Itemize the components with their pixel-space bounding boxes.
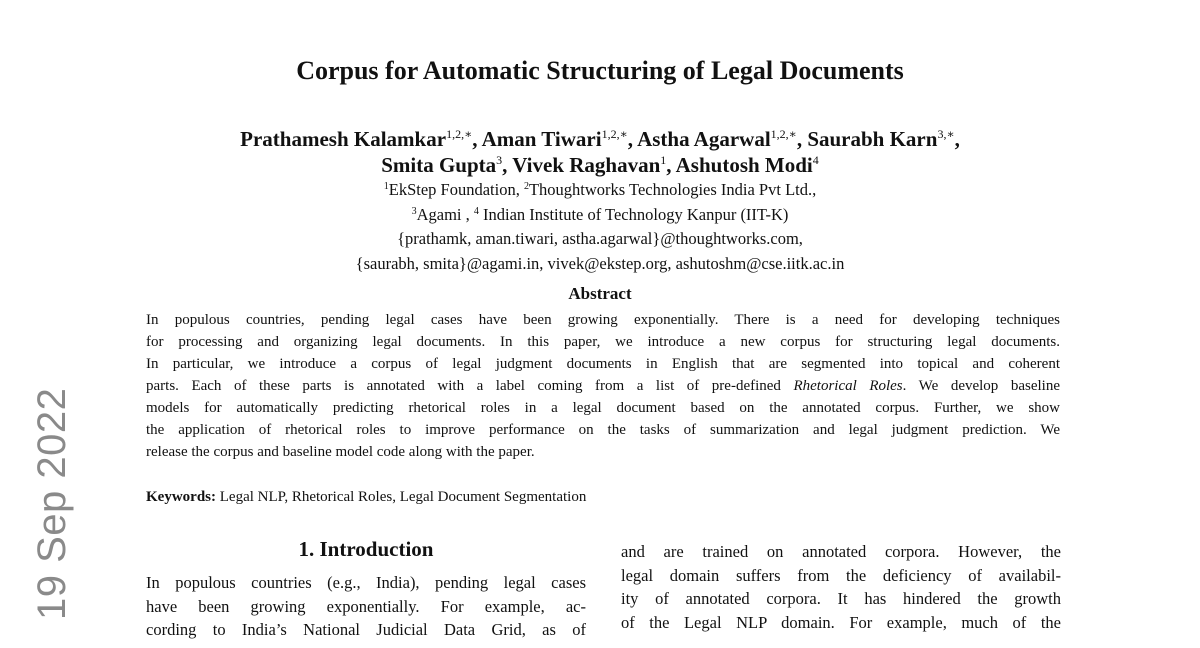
author-separator: , [666, 153, 676, 177]
author-separator: , [472, 127, 482, 151]
author-superscript: 3 [496, 153, 503, 167]
affiliation-text: EkStep Foundation, [388, 180, 524, 199]
right-column-text [621, 540, 1061, 634]
keywords [146, 486, 586, 508]
author-name: Smita Gupta [381, 153, 497, 177]
keywords-text: Legal NLP, Rhetorical Roles, Legal Document Segmentation [216, 489, 587, 505]
affiliation-marker: 3 [411, 205, 417, 217]
abstract-line: the application of rhetorical roles to improve performance on the tasks of summarization and legal judgment prediction. We [146, 422, 1060, 438]
abstract-line: release the corpus and baseline model code along with the paper. [146, 444, 535, 460]
author-line-2 [0, 152, 1200, 178]
author-name: Astha Agarwal [637, 127, 771, 151]
abstract-italic-term: Rhetorical Roles [793, 378, 903, 394]
body-line: ity of annotated corpora. It has hindered the growth [621, 589, 1061, 608]
author-list [0, 126, 1200, 178]
affiliation-line-1 [0, 178, 1200, 203]
affiliation-marker: 1 [383, 181, 389, 192]
affiliation-marker: 4 [473, 205, 479, 217]
abstract-line: In populous countries, pending legal cases have been growing exponentially. There is a need for developing techniques [146, 312, 1060, 328]
author-line-1 [0, 126, 1200, 152]
abstract-heading: Abstract [568, 284, 632, 303]
author-separator: , [627, 127, 638, 151]
email-line-1: {prathamk, aman.tiwari, astha.agarwal}@thoughtworks.com, [397, 229, 803, 248]
author-name: Vivek Raghavan [512, 153, 661, 177]
author-separator: , [954, 127, 960, 151]
author-name: Prathamesh Kalamkar [240, 127, 447, 151]
left-column-text [146, 571, 586, 642]
author-superscript: 1 [660, 153, 667, 167]
affiliation-line-2 [0, 203, 1200, 228]
paper-title: Corpus for Automatic Structuring of Legal Documents [296, 56, 904, 85]
affiliation-text: Thoughtworks Technologies India Pvt Ltd., [528, 180, 817, 199]
author-superscript: 1,2,∗ [446, 127, 473, 141]
author-separator: , [796, 127, 808, 151]
abstract-text: . We develop baseline [902, 378, 1060, 394]
abstract-line: In particular, we introduce a corpus of legal judgment documents in English that are segmented into topical and coherent [146, 356, 1060, 372]
body-line: have been growing exponentially. For example, ac- [146, 596, 586, 616]
keywords-label: Keywords: [146, 489, 216, 505]
arxiv-date-stamp: 19 Sep 2022 [30, 387, 74, 620]
body-line: and are trained on annotated corpora. However, the [621, 542, 1061, 561]
body-line: cording to India’s National Judicial Data Grid, as of [146, 620, 586, 639]
body-line: In populous countries (e.g., India), pending legal cases [146, 573, 586, 592]
author-superscript: 1,2,∗ [770, 127, 797, 141]
abstract-line [146, 375, 1060, 397]
author-superscript: 3,∗ [937, 127, 955, 141]
abstract-body [146, 309, 1060, 463]
affiliations [0, 178, 1200, 276]
affiliation-text: Agami , [416, 204, 474, 224]
author-superscript: 4 [812, 153, 819, 167]
author-name: Ashutosh Modi [675, 153, 813, 177]
abstract-text: parts. Each of these parts is annotated with a label coming from a list of pre-defined [146, 378, 794, 394]
email-line-2: {saurabh, smita}@agami.in, vivek@ekstep.org, ashutoshm@cse.iitk.ac.in [355, 253, 845, 273]
abstract-line: for processing and organizing legal documents. In this paper, we introduce a new corpus for structuring legal documents. [146, 334, 1060, 350]
body-line: legal domain suffers from the deficiency of availabil- [621, 565, 1061, 585]
author-superscript: 1,2,∗ [601, 127, 628, 141]
author-name: Saurabh Karn [807, 127, 938, 151]
affiliation-marker: 2 [523, 181, 529, 192]
author-name: Aman Tiwari [481, 127, 602, 151]
abstract-line: models for automatically predicting rhetorical roles in a legal document based on the annotated corpus. Further, we show [146, 400, 1060, 416]
body-line: of the Legal NLP domain. For example, much of the [621, 612, 1061, 632]
affiliation-text: Indian Institute of Technology Kanpur (IIT-K) [478, 204, 789, 224]
section-heading-introduction: 1. Introduction [298, 537, 434, 561]
author-separator: , [502, 153, 513, 177]
